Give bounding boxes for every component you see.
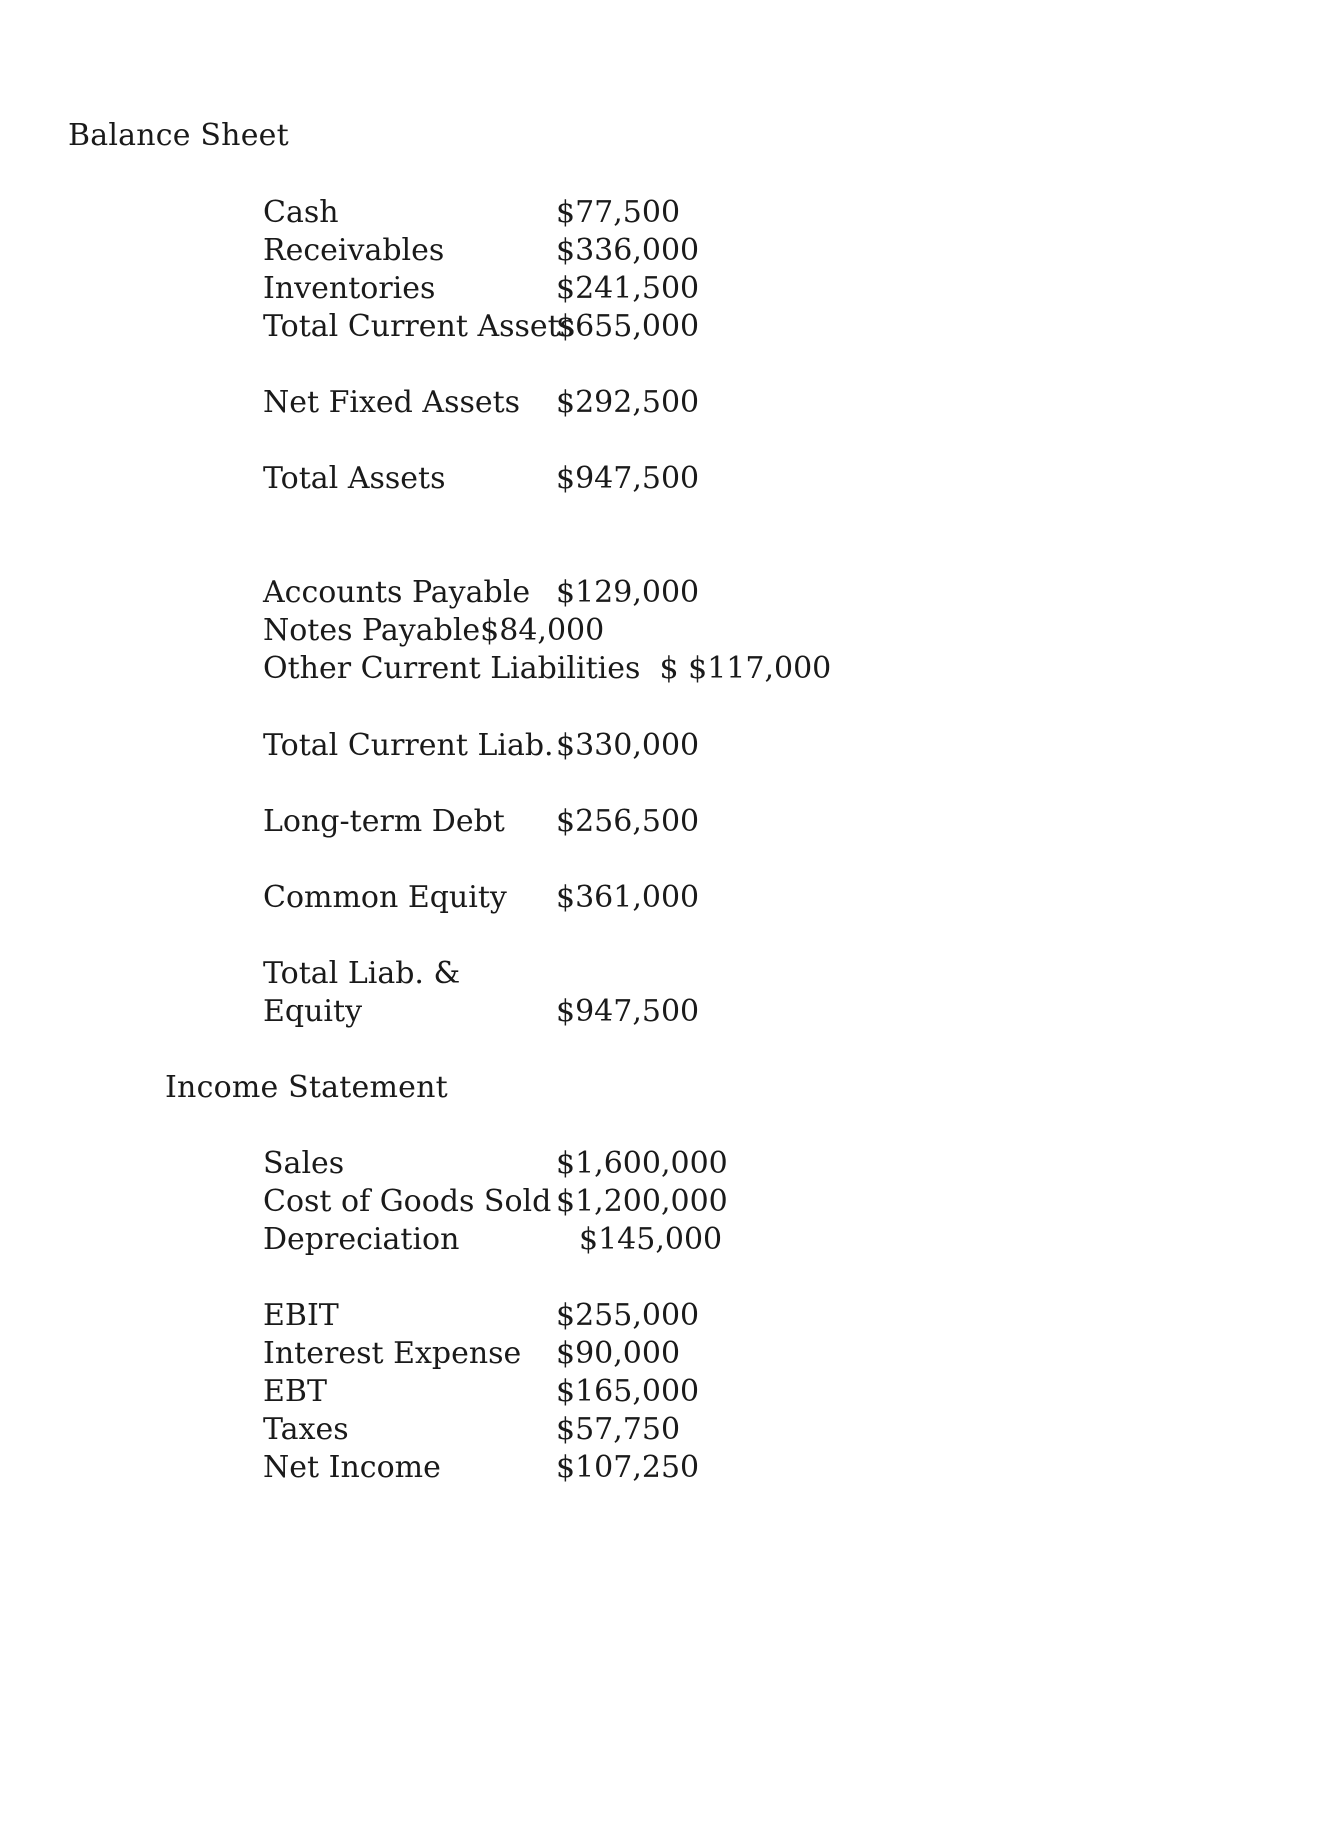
line-item <box>263 1335 963 1373</box>
line-item-value: $1,200,000 <box>556 1184 728 1219</box>
line-item <box>263 308 963 346</box>
line-item <box>263 879 963 917</box>
income-statement-title: Income Statement <box>165 1070 448 1105</box>
line-item-value: $947,500 <box>556 461 700 496</box>
line-item-value: $255,000 <box>556 1298 700 1333</box>
line-item-label: Interest Expense <box>263 1336 522 1371</box>
line-item <box>263 1221 963 1259</box>
line-item-label: EBT <box>263 1374 327 1409</box>
line-item-value: $145,000 <box>579 1222 723 1257</box>
line-item-value: $361,000 <box>556 880 700 915</box>
line-item-label: Common Equity <box>263 880 507 915</box>
line-item-value: $1,600,000 <box>556 1146 728 1181</box>
line-item-label: Accounts Payable <box>263 575 531 610</box>
line-item-label: Notes Payable <box>263 613 481 648</box>
line-item-label: Total Liab. & Equity <box>263 956 461 1029</box>
line-item-label: Receivables <box>263 233 445 268</box>
line-item-value: $165,000 <box>556 1374 700 1409</box>
line-item-label: Depreciation <box>263 1222 460 1257</box>
line-item-value: $330,000 <box>556 728 700 763</box>
line-item-value: $57,750 <box>556 1412 681 1447</box>
line-item <box>263 460 963 498</box>
line-item <box>263 1297 963 1335</box>
line-item-label: Long-term Debt <box>263 804 505 839</box>
line-item <box>263 384 963 422</box>
line-item <box>263 1183 963 1221</box>
line-item <box>263 194 963 232</box>
line-item-label: Cash <box>263 195 339 230</box>
line-item-label: EBIT <box>263 1298 339 1333</box>
line-item-label: Total Current Liab. <box>263 728 554 763</box>
line-item-value: $107,250 <box>556 1450 700 1485</box>
line-item <box>263 1411 963 1449</box>
line-item <box>263 270 963 308</box>
line-item-label: Cost of Goods Sold <box>263 1184 552 1219</box>
line-item <box>263 727 963 765</box>
line-item-label: Total Current Assets <box>263 309 576 344</box>
line-item-value: $336,000 <box>556 233 700 268</box>
line-item <box>263 1373 963 1411</box>
line-item <box>263 232 963 270</box>
line-item-value: $655,000 <box>556 309 700 344</box>
line-item <box>263 612 963 650</box>
line-item-label: Total Assets <box>263 461 446 496</box>
line-item-value: $ $117,000 <box>659 651 832 686</box>
line-item-label: Net Fixed Assets <box>263 385 521 420</box>
line-item-label: Taxes <box>263 1412 349 1447</box>
line-item-value: $84,000 <box>480 613 605 648</box>
line-item-value: $241,500 <box>556 271 700 306</box>
line-item-value: $256,500 <box>556 804 700 839</box>
line-item <box>263 574 963 612</box>
line-item-value: $947,500 <box>556 994 700 1029</box>
line-item-value: $129,000 <box>556 575 700 610</box>
line-item-value: $292,500 <box>556 385 700 420</box>
line-item-label: Inventories <box>263 271 436 306</box>
line-item <box>263 955 963 1031</box>
line-item-label: Other Current Liabilities <box>263 651 641 686</box>
line-item <box>263 1449 963 1487</box>
line-item-label: Net Income <box>263 1450 441 1485</box>
line-item <box>263 1145 963 1183</box>
line-item-label: Sales <box>263 1146 345 1181</box>
line-item <box>263 650 963 688</box>
line-item <box>263 803 963 841</box>
line-item-value: $90,000 <box>556 1336 681 1371</box>
balance-sheet-title: Balance Sheet <box>68 118 289 153</box>
line-item-value: $77,500 <box>556 195 681 230</box>
